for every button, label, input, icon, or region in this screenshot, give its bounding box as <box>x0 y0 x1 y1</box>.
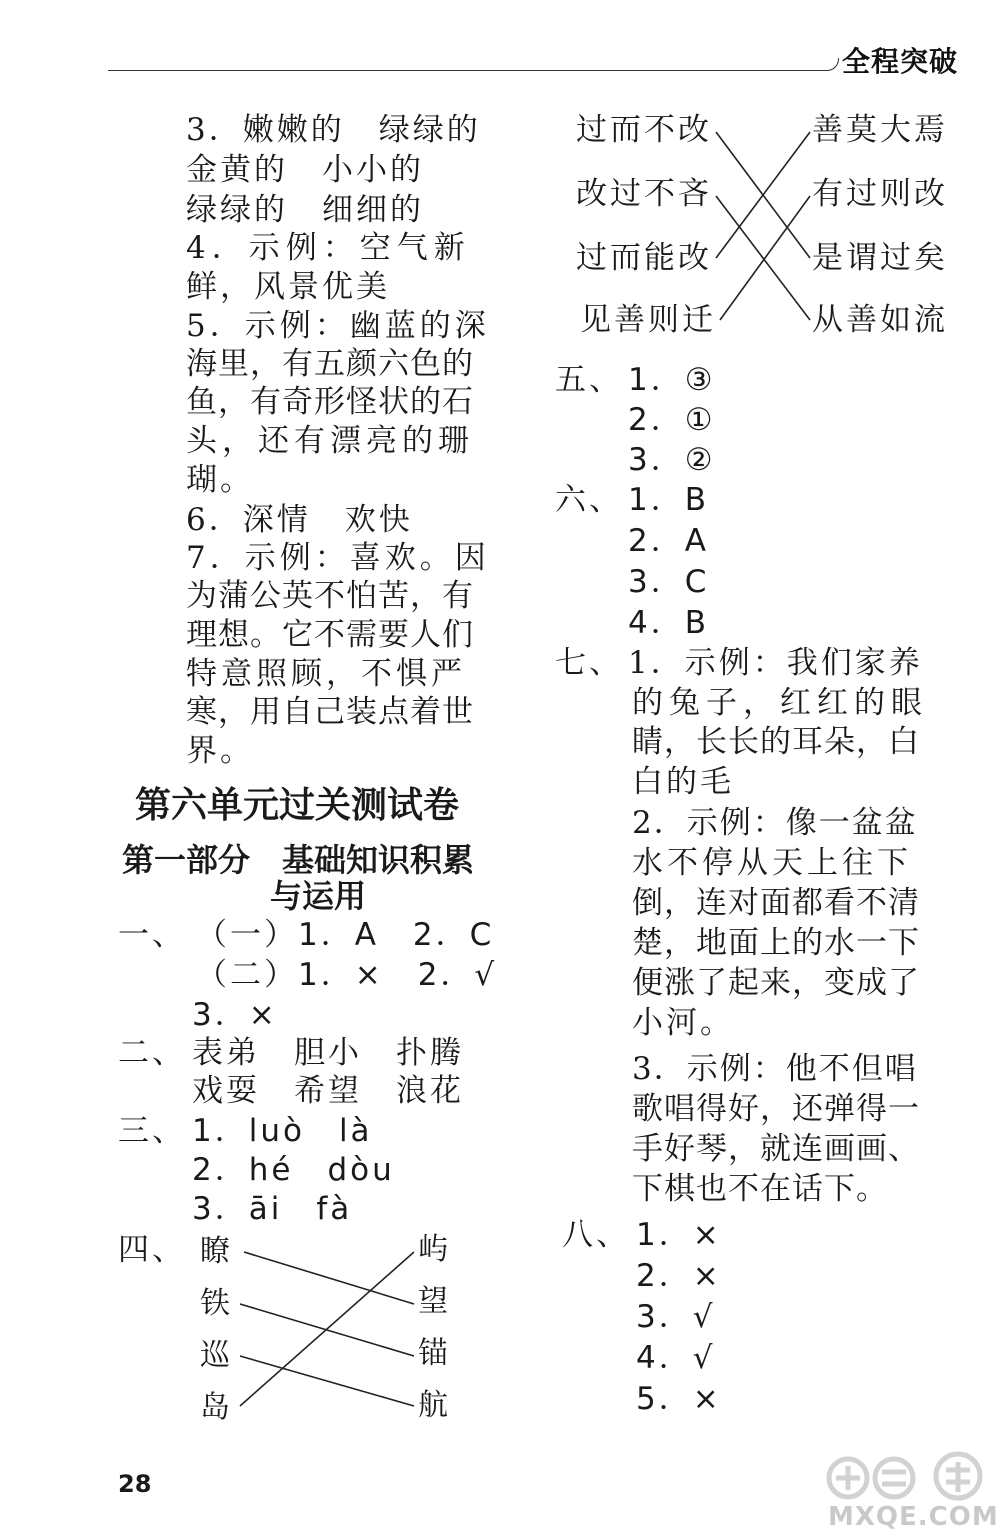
section-8-item-3: 3．√ <box>636 1299 716 1335</box>
match-left-2: 改过不吝 <box>576 176 712 212</box>
q5-line-5: 瑚。 <box>186 462 254 498</box>
section-1-line-1: （一）1．A 2．C <box>196 917 495 953</box>
s4-left-1: 瞭 <box>200 1234 233 1269</box>
section-6-item-3: 3．C <box>628 564 710 600</box>
watermark-url: MXQE.COM <box>828 1502 999 1532</box>
q7-line-5: 寒，用自己装点着世 <box>186 694 474 730</box>
s7-a1-line-2: 的兔子，红红的眼 <box>632 685 928 721</box>
s4-right-4: 航 <box>418 1388 451 1423</box>
section-6-item-4: 4．B <box>628 605 709 641</box>
q7-line-2: 为蒲公英不怕苦，有 <box>186 578 474 614</box>
unit-title: 第六单元过关测试卷 <box>135 785 460 826</box>
section-8-item-1: 1．× <box>636 1217 722 1253</box>
q7-line-3: 理想。它不需要人们 <box>186 617 474 653</box>
char-link-2 <box>240 1304 414 1356</box>
idiom-link-1 <box>716 132 810 258</box>
idiom-link-2 <box>716 196 810 320</box>
brand-title: 全程突破 <box>842 45 959 78</box>
section-8-item-4: 4．√ <box>636 1340 716 1376</box>
header-rule-hook <box>822 58 839 71</box>
match-right-1: 善莫大焉 <box>812 112 948 148</box>
section-6-label: 六、 <box>555 482 623 518</box>
q3-line-2: 金黄的 小小的 <box>186 152 424 188</box>
q3-line-3: 绿绿的 细细的 <box>186 192 424 228</box>
q7-line-6: 界。 <box>186 733 254 769</box>
section-6-item-1: 1．B <box>628 482 709 518</box>
idiom-link-3 <box>716 132 810 258</box>
s7-a2-line-4: 楚，地面上的水一下 <box>632 925 920 961</box>
s7-a2-line-1: 2．示例：像一盆盆 <box>632 805 918 841</box>
section-3-item-2: 2．hé dòu <box>192 1152 395 1188</box>
s7-a2-line-3: 倒，连对面都看不清 <box>632 885 920 921</box>
section-3-label: 三、 <box>118 1113 186 1149</box>
char-link-3 <box>240 1356 414 1406</box>
section-8-item-2: 2．× <box>636 1258 722 1294</box>
q5-line-3: 鱼，有奇形怪状的石 <box>186 384 474 420</box>
section-1-label: 一、 <box>118 917 186 953</box>
s4-right-2: 望 <box>418 1284 451 1319</box>
match-right-2: 有过则改 <box>812 176 948 212</box>
header-rule <box>108 70 828 71</box>
char-link-4 <box>240 1252 414 1406</box>
match-right-3: 是谓过矣 <box>812 240 948 276</box>
s4-left-4: 岛 <box>200 1390 233 1425</box>
section-1-line-2: （二）1．× 2．√ <box>196 957 498 993</box>
q7-line-1: 7．示例：喜欢。因 <box>186 540 490 576</box>
section-2-line-1: 表弟 胆小 扑腾 <box>192 1035 464 1071</box>
section-1-line-3: 3．× <box>192 997 278 1033</box>
part-title-line-2: 与运用 <box>270 877 367 915</box>
s7-a1-line-1: 1．示例：我们家养 <box>628 645 923 681</box>
section-3-item-3: 3．āi fà <box>192 1191 353 1227</box>
s7-a3-line-3: 手好琴，就连画画、 <box>632 1131 920 1167</box>
q5-line-2: 海里，有五颜六色的 <box>186 346 474 382</box>
match-left-4: 见善则迁 <box>580 302 716 338</box>
q5-line-4: 头，还有漂亮的珊 <box>186 423 474 459</box>
section-5-item-2: 2．① <box>628 402 716 438</box>
part-title-line-1: 第一部分 基础知识积累 <box>122 841 475 879</box>
q4-line-2: 鲜，风景优美 <box>186 269 390 305</box>
q7-line-4: 特意照顾，不惧严 <box>186 656 466 692</box>
page-number: 28 <box>118 1470 152 1498</box>
q5-line-1: 5．示例：幽蓝的深 <box>186 308 490 344</box>
s7-a2-line-5: 便涨了起来，变成了 <box>632 965 920 1001</box>
s7-a3-line-4: 下棋也不在话下。 <box>632 1171 888 1207</box>
section-8-label: 八、 <box>562 1217 630 1253</box>
s7-a3-line-2: 歌唱得好，还弹得一 <box>632 1091 920 1127</box>
s4-left-2: 铁 <box>200 1286 233 1321</box>
match-left-1: 过而不改 <box>576 112 712 148</box>
match-left-3: 过而能改 <box>576 240 712 276</box>
section-6-item-2: 2．A <box>628 523 709 559</box>
char-link-1 <box>244 1252 414 1304</box>
match-right-4: 从善如流 <box>812 302 948 338</box>
q6-line: 6．深情 欢快 <box>186 502 413 538</box>
section-7-label: 七、 <box>555 645 623 681</box>
idiom-link-4 <box>720 196 810 320</box>
section-5-label: 五、 <box>555 362 623 398</box>
section-8-item-5: 5．× <box>636 1381 722 1417</box>
q4-line-1: 4．示例：空气新 <box>186 230 471 266</box>
section-2-line-2: 戏耍 希望 浪花 <box>192 1073 464 1109</box>
section-5-item-3: 3．② <box>628 442 716 478</box>
s4-right-3: 锚 <box>418 1336 451 1371</box>
s4-left-3: 巡 <box>200 1338 233 1373</box>
section-5-item-1: 1．③ <box>628 362 716 398</box>
s7-a1-line-4: 白的毛 <box>632 764 734 800</box>
section-2-label: 二、 <box>118 1035 186 1071</box>
s4-right-1: 屿 <box>418 1232 451 1267</box>
section-3-item-1: 1．luò là <box>192 1113 373 1149</box>
section-4-label: 四、 <box>118 1232 186 1268</box>
s7-a1-line-3: 睛，长长的耳朵，白 <box>632 724 920 760</box>
q3-line-1: 3．嫩嫩的 绿绿的 <box>186 112 481 148</box>
s7-a2-line-6: 小河。 <box>632 1005 734 1041</box>
s7-a3-line-1: 3．示例：他不但唱 <box>632 1051 918 1087</box>
s7-a2-line-2: 水不停从天上往下 <box>632 845 912 881</box>
